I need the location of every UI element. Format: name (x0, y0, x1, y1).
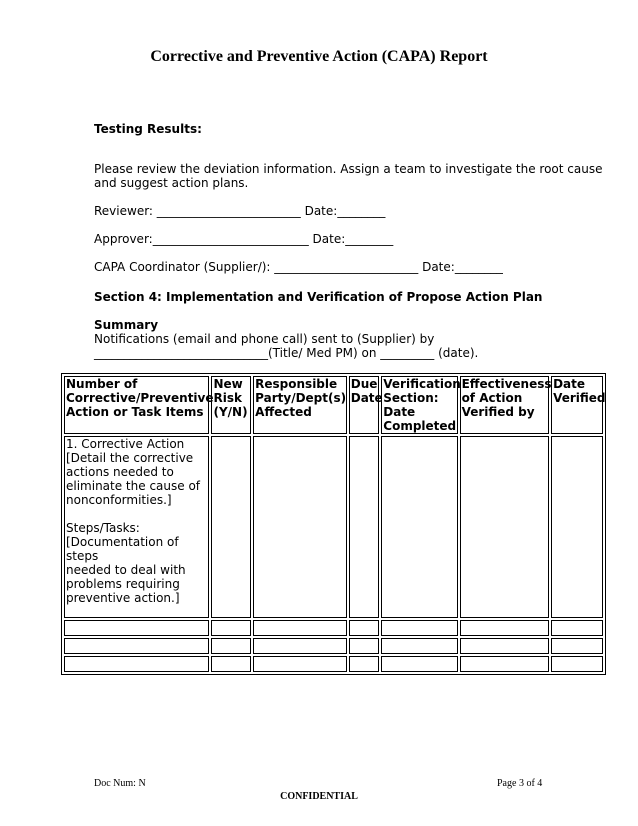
summary-line-1: Notifications (email and phone call) sent to (Supplier) by (94, 332, 435, 346)
empty-cell[interactable] (64, 620, 209, 636)
reviewer-line: Reviewer: ________________________ Date:________ (94, 204, 386, 218)
empty-cell[interactable] (460, 620, 550, 636)
empty-cell[interactable] (349, 656, 380, 672)
summary-heading: Summary (94, 318, 159, 332)
section-4-heading: Section 4: Implementation and Verification of Propose Action Plan (94, 290, 543, 304)
empty-cell[interactable] (211, 656, 251, 672)
empty-cell[interactable] (349, 620, 380, 636)
table-row (64, 656, 603, 672)
empty-cell[interactable] (551, 656, 603, 672)
header-due-date: Due Date (349, 376, 380, 434)
date-verified-cell[interactable] (551, 436, 603, 618)
capa-coordinator-line: CAPA Coordinator (Supplier/): ________________________ Date:________ (94, 260, 503, 274)
empty-cell[interactable] (253, 638, 347, 654)
instructions-line-1: Please review the deviation information. Assign a team to investigate the root cause (94, 162, 603, 176)
new-risk-cell[interactable] (211, 436, 251, 618)
empty-cell[interactable] (551, 638, 603, 654)
doc-number: Doc Num: N (94, 778, 146, 789)
table-row (64, 436, 603, 618)
table-header-row (64, 376, 603, 434)
empty-cell[interactable] (253, 620, 347, 636)
empty-cell[interactable] (64, 656, 209, 672)
responsible-party-cell[interactable] (253, 436, 347, 618)
empty-cell[interactable] (551, 620, 603, 636)
approver-line: Approver:__________________________ Date:________ (94, 232, 394, 246)
empty-cell[interactable] (64, 638, 209, 654)
header-effectiveness: Effectiveness of Action Verified by (460, 376, 550, 434)
effectiveness-cell[interactable] (460, 436, 550, 618)
empty-cell[interactable] (460, 656, 550, 672)
corrective-action-cell[interactable] (64, 436, 209, 618)
empty-cell[interactable] (381, 638, 457, 654)
empty-cell[interactable] (460, 638, 550, 654)
due-date-cell[interactable] (349, 436, 380, 618)
confidential-label: CONFIDENTIAL (280, 791, 358, 802)
summary-line-2: _____________________________(Title/ Med PM) on _________ (date). (94, 346, 479, 360)
empty-cell[interactable] (381, 620, 457, 636)
corrective-action-text: 1. Corrective Action [Detail the corrective actions needed to eliminate the cause of nonconformities.] (66, 437, 201, 507)
header-date-verified: Date Verified (551, 376, 603, 434)
instructions-line-2: and suggest action plans. (94, 176, 249, 190)
header-verification-date: Verification Section: Date Completed (383, 377, 461, 433)
table-row (64, 638, 603, 654)
testing-results-heading: Testing Results: (94, 122, 202, 136)
empty-cell[interactable] (253, 656, 347, 672)
header-action-items: Number of Corrective/Preventive Action or Task Items (64, 376, 209, 434)
header-new-risk: New Risk (Y/N) (211, 376, 251, 434)
capa-action-table (61, 373, 606, 675)
page-title: Corrective and Preventive Action (CAPA) Report (150, 48, 488, 65)
empty-cell[interactable] (381, 656, 457, 672)
empty-cell[interactable] (211, 638, 251, 654)
empty-cell[interactable] (211, 620, 251, 636)
page-number: Page 3 of 4 (497, 778, 543, 789)
empty-cell[interactable] (349, 638, 380, 654)
steps-tasks-text: Steps/Tasks: [Documentation of steps needed to deal with problems requiring preventive action.] (66, 521, 186, 605)
verification-date-cell[interactable] (381, 436, 457, 618)
table-row (64, 620, 603, 636)
header-responsible-party: Responsible Party/Dept(s) Affected (253, 376, 347, 434)
